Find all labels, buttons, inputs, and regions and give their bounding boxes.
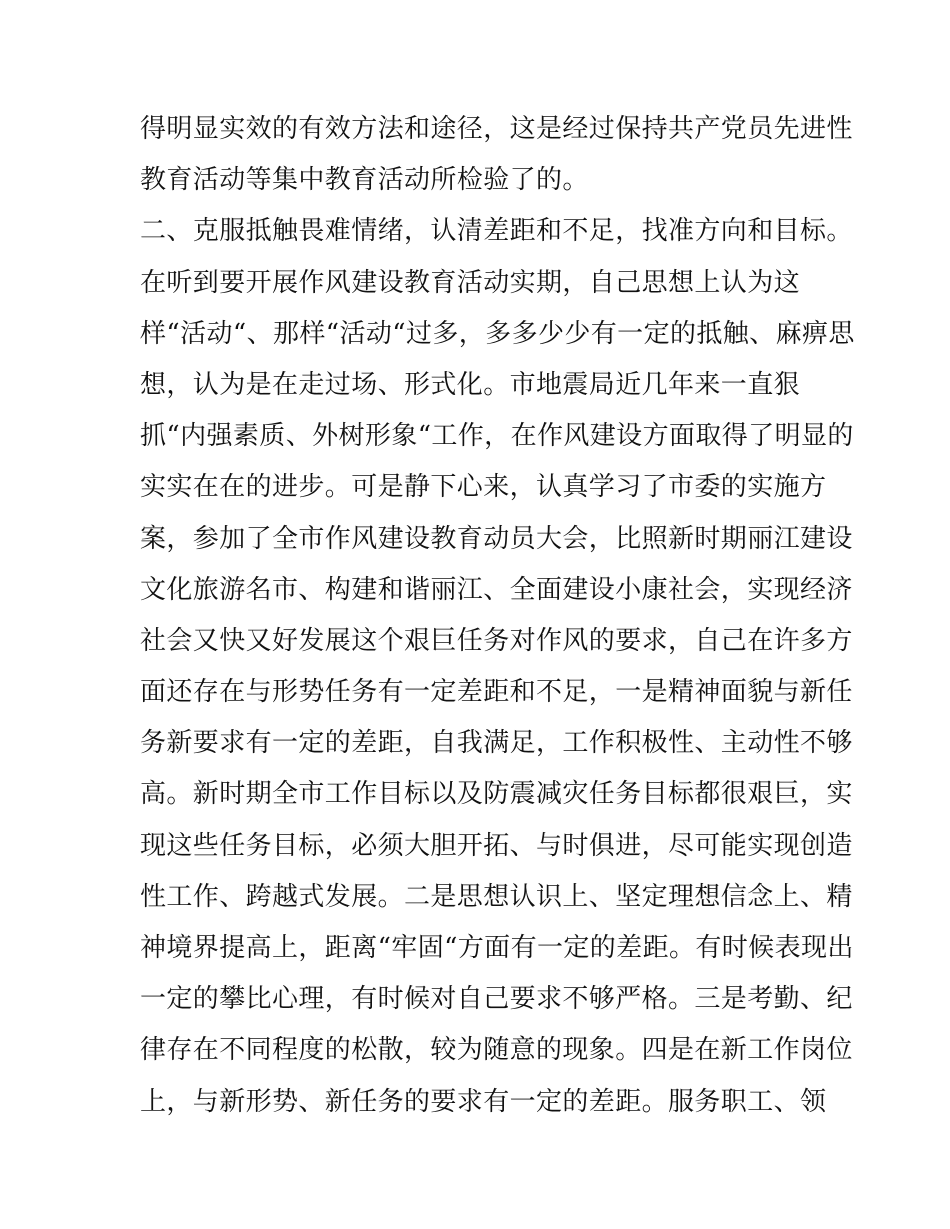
text-line: 律存在不同程度的松散，较为随意的现象。四是在新工作岗位 — [140, 1035, 853, 1066]
text-line: 文化旅游名市、构建和谐丽江、全面建设小康社会，实现经济 — [140, 574, 853, 605]
text-line: 得明显实效的有效方法和途径，这是经过保持共产党员先进性 — [140, 114, 853, 144]
body-text — [140, 104, 855, 1128]
text-line: 面还存在与形势任务有一定差距和不足，一是精神面貌与新任 — [140, 677, 853, 708]
text-line: 上，与新形势、新任务的要求有一定的差距。服务职工、领 — [140, 1086, 827, 1117]
text-line: 实实在在的进步。可是静下心来，认真学习了市委的实施方 — [140, 472, 827, 503]
text-line: 一定的攀比心理，有时候对自己要求不够严格。三是考勤、纪 — [140, 984, 853, 1015]
text-line: 社会又快又好发展这个艰巨任务对作风的要求，自己在许多方 — [140, 625, 853, 656]
text-line: 高。新时期全市工作目标以及防震减灾任务目标都很艰巨，实 — [140, 779, 853, 810]
text-line: 性工作、跨越式发展。二是思想认识上、坚定理想信念上、精 — [140, 881, 853, 912]
text-line: 现这些任务目标，必须大胆开拓、与时俱进，尽可能实现创造 — [140, 830, 853, 861]
text-line: 神境界提高上，距离“牢固“方面有一定的差距。有时候表现出 — [140, 933, 854, 963]
text-line: 想，认为是在走过场、形式化。市地震局近几年来一直狠 — [140, 369, 801, 400]
text-line: 样“活动“、那样“活动“过多，多多少少有一定的抵触、麻痹思 — [140, 318, 855, 349]
section-heading: 二、克服抵触畏难情绪，认清差距和不足，找准方向和目标。 — [140, 216, 853, 247]
text-line: 案，参加了全市作风建设教育动员大会，比照新时期丽江建设 — [140, 523, 853, 554]
text-line: 教育活动等集中教育活动所检验了的。 — [140, 165, 589, 196]
text-line: 务新要求有一定的差距，自我满足，工作积极性、主动性不够 — [140, 728, 853, 759]
text-line: 抓“内强素质、外树形象“工作，在作风建设方面取得了明显的 — [140, 421, 854, 452]
text-line: 在听到要开展作风建设教育活动实期，自己思想上认为这 — [140, 267, 801, 298]
